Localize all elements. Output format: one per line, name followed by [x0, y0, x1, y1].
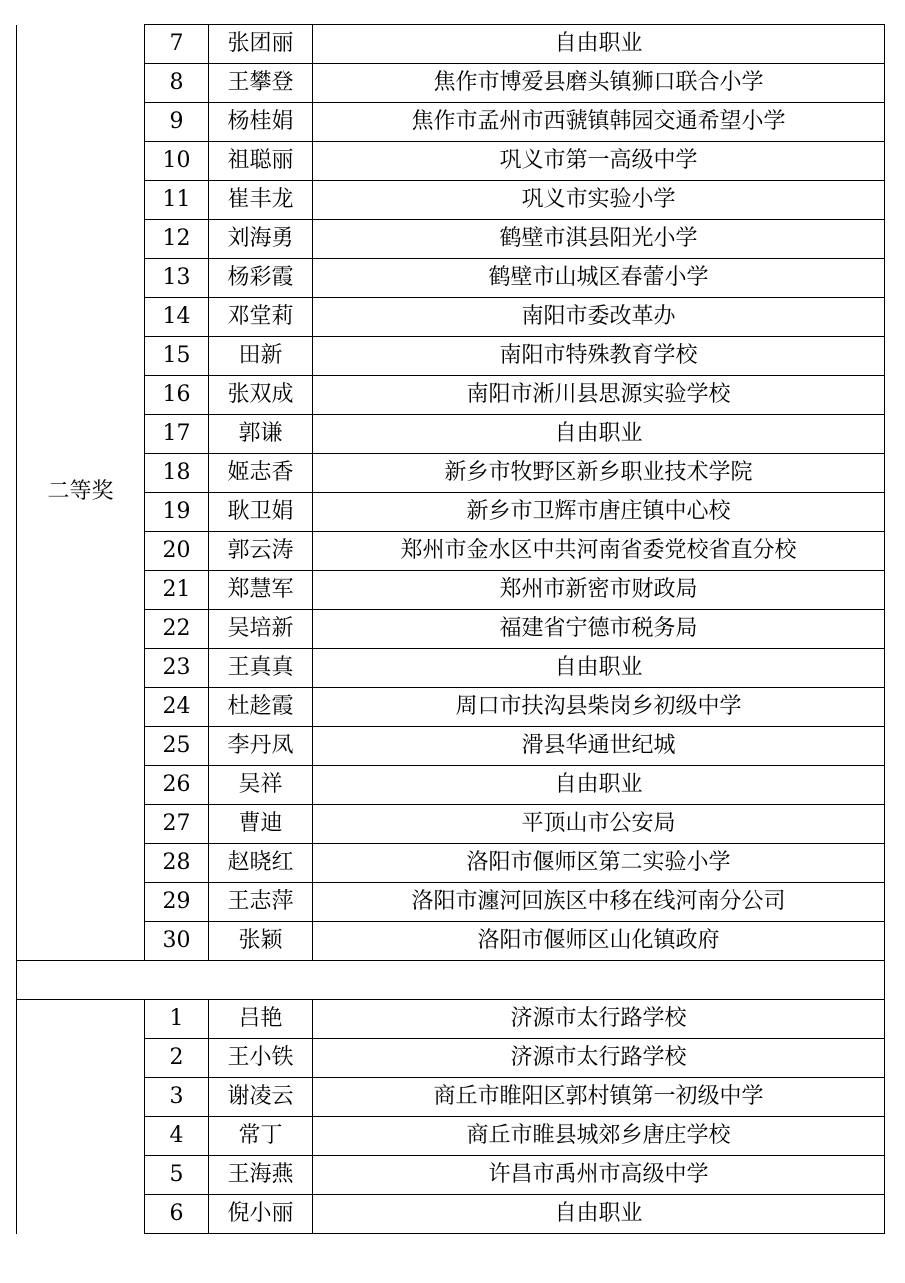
winner-name: 李丹凤 — [209, 727, 313, 766]
table-row — [17, 1039, 885, 1078]
row-number: 18 — [145, 454, 209, 493]
winner-organization: 自由职业 — [313, 415, 885, 454]
winner-organization: 南阳市特殊教育学校 — [313, 337, 885, 376]
table-row — [17, 922, 885, 961]
table-row — [17, 649, 885, 688]
awards-table — [16, 24, 885, 1234]
row-number: 16 — [145, 376, 209, 415]
table-row — [17, 610, 885, 649]
winner-organization: 鹤壁市山城区春蕾小学 — [313, 259, 885, 298]
row-number: 13 — [145, 259, 209, 298]
table-row — [17, 298, 885, 337]
winner-name: 姬志香 — [209, 454, 313, 493]
winner-name: 田新 — [209, 337, 313, 376]
second-prize-section — [17, 25, 885, 961]
winner-name: 张团丽 — [209, 25, 313, 64]
winner-name: 吕艳 — [209, 1000, 313, 1039]
row-number: 5 — [145, 1156, 209, 1195]
winner-name: 赵晓红 — [209, 844, 313, 883]
table-row — [17, 727, 885, 766]
row-number: 6 — [145, 1195, 209, 1234]
winner-name: 崔丰龙 — [209, 181, 313, 220]
winner-organization: 巩义市实验小学 — [313, 181, 885, 220]
table-row — [17, 688, 885, 727]
winner-organization: 新乡市牧野区新乡职业技术学院 — [313, 454, 885, 493]
row-number: 20 — [145, 532, 209, 571]
table-row — [17, 1156, 885, 1195]
winner-organization: 自由职业 — [313, 1195, 885, 1234]
row-number: 11 — [145, 181, 209, 220]
row-number: 26 — [145, 766, 209, 805]
winner-organization: 滑县华通世纪城 — [313, 727, 885, 766]
table-row — [17, 103, 885, 142]
winner-name: 吴祥 — [209, 766, 313, 805]
row-number: 8 — [145, 64, 209, 103]
table-row — [17, 259, 885, 298]
winner-name: 郑慧军 — [209, 571, 313, 610]
winner-organization: 洛阳市偃师区第二实验小学 — [313, 844, 885, 883]
separator-cell — [17, 961, 885, 1000]
table-row — [17, 1000, 885, 1039]
table-row — [17, 532, 885, 571]
winner-name: 杜趁霞 — [209, 688, 313, 727]
winner-name: 耿卫娟 — [209, 493, 313, 532]
row-number: 1 — [145, 1000, 209, 1039]
winner-name: 刘海勇 — [209, 220, 313, 259]
winner-name: 杨桂娟 — [209, 103, 313, 142]
row-number: 7 — [145, 25, 209, 64]
winner-organization: 福建省宁德市税务局 — [313, 610, 885, 649]
section-separator — [17, 961, 885, 1000]
prize-level-cell — [17, 1000, 145, 1234]
table-row — [17, 1117, 885, 1156]
winner-organization: 南阳市淅川县思源实验学校 — [313, 376, 885, 415]
table-row — [17, 415, 885, 454]
table-row — [17, 376, 885, 415]
winner-organization: 平顶山市公安局 — [313, 805, 885, 844]
winner-organization: 商丘市睢阳区郭村镇第一初级中学 — [313, 1078, 885, 1117]
winner-organization: 商丘市睢县城郊乡唐庄学校 — [313, 1117, 885, 1156]
winner-organization: 洛阳市偃师区山化镇政府 — [313, 922, 885, 961]
winner-name: 王志萍 — [209, 883, 313, 922]
winner-name: 祖聪丽 — [209, 142, 313, 181]
row-number: 10 — [145, 142, 209, 181]
winner-name: 王海燕 — [209, 1156, 313, 1195]
table-row — [17, 181, 885, 220]
winner-organization: 自由职业 — [313, 766, 885, 805]
winner-name: 王小铁 — [209, 1039, 313, 1078]
winner-name: 郭谦 — [209, 415, 313, 454]
winner-organization: 鹤壁市淇县阳光小学 — [313, 220, 885, 259]
winner-organization: 郑州市新密市财政局 — [313, 571, 885, 610]
separator-row — [17, 961, 885, 1000]
winner-organization: 新乡市卫辉市唐庄镇中心校 — [313, 493, 885, 532]
table-row — [17, 883, 885, 922]
winner-name: 吴培新 — [209, 610, 313, 649]
winner-organization: 自由职业 — [313, 25, 885, 64]
row-number: 2 — [145, 1039, 209, 1078]
winner-organization: 焦作市孟州市西虢镇韩园交通希望小学 — [313, 103, 885, 142]
winner-organization: 洛阳市瀍河回族区中移在线河南分公司 — [313, 883, 885, 922]
winner-organization: 济源市太行路学校 — [313, 1039, 885, 1078]
winner-name: 邓堂莉 — [209, 298, 313, 337]
winner-organization: 自由职业 — [313, 649, 885, 688]
row-number: 24 — [145, 688, 209, 727]
table-row — [17, 1078, 885, 1117]
winner-name: 王攀登 — [209, 64, 313, 103]
row-number: 14 — [145, 298, 209, 337]
table-row — [17, 454, 885, 493]
winner-organization: 焦作市博爱县磨头镇狮口联合小学 — [313, 64, 885, 103]
table-row — [17, 220, 885, 259]
table-row — [17, 337, 885, 376]
row-number: 25 — [145, 727, 209, 766]
winner-organization: 巩义市第一高级中学 — [313, 142, 885, 181]
winner-organization: 南阳市委改革办 — [313, 298, 885, 337]
row-number: 12 — [145, 220, 209, 259]
row-number: 29 — [145, 883, 209, 922]
row-number: 19 — [145, 493, 209, 532]
winner-organization: 许昌市禹州市高级中学 — [313, 1156, 885, 1195]
table-row — [17, 493, 885, 532]
row-number: 17 — [145, 415, 209, 454]
winner-name: 倪小丽 — [209, 1195, 313, 1234]
winner-organization: 周口市扶沟县柴岗乡初级中学 — [313, 688, 885, 727]
next-prize-section — [17, 1000, 885, 1234]
winner-name: 张双成 — [209, 376, 313, 415]
table-row — [17, 1195, 885, 1234]
row-number: 27 — [145, 805, 209, 844]
table-row — [17, 805, 885, 844]
row-number: 23 — [145, 649, 209, 688]
winner-name: 杨彩霞 — [209, 259, 313, 298]
prize-level-cell — [17, 25, 145, 961]
prize-level-label: 二等奖 — [47, 479, 114, 505]
table-row — [17, 571, 885, 610]
row-number: 3 — [145, 1078, 209, 1117]
table-row — [17, 64, 885, 103]
row-number: 15 — [145, 337, 209, 376]
winner-name: 郭云涛 — [209, 532, 313, 571]
table-row — [17, 25, 885, 64]
table-row — [17, 844, 885, 883]
row-number: 28 — [145, 844, 209, 883]
table-row — [17, 766, 885, 805]
winner-name: 王真真 — [209, 649, 313, 688]
winner-name: 张颖 — [209, 922, 313, 961]
table-row — [17, 142, 885, 181]
winner-name: 曹迪 — [209, 805, 313, 844]
winner-organization: 郑州市金水区中共河南省委党校省直分校 — [313, 532, 885, 571]
row-number: 22 — [145, 610, 209, 649]
row-number: 21 — [145, 571, 209, 610]
row-number: 9 — [145, 103, 209, 142]
row-number: 30 — [145, 922, 209, 961]
row-number: 4 — [145, 1117, 209, 1156]
winner-name: 常丁 — [209, 1117, 313, 1156]
winner-organization: 济源市太行路学校 — [313, 1000, 885, 1039]
winner-name: 谢凌云 — [209, 1078, 313, 1117]
